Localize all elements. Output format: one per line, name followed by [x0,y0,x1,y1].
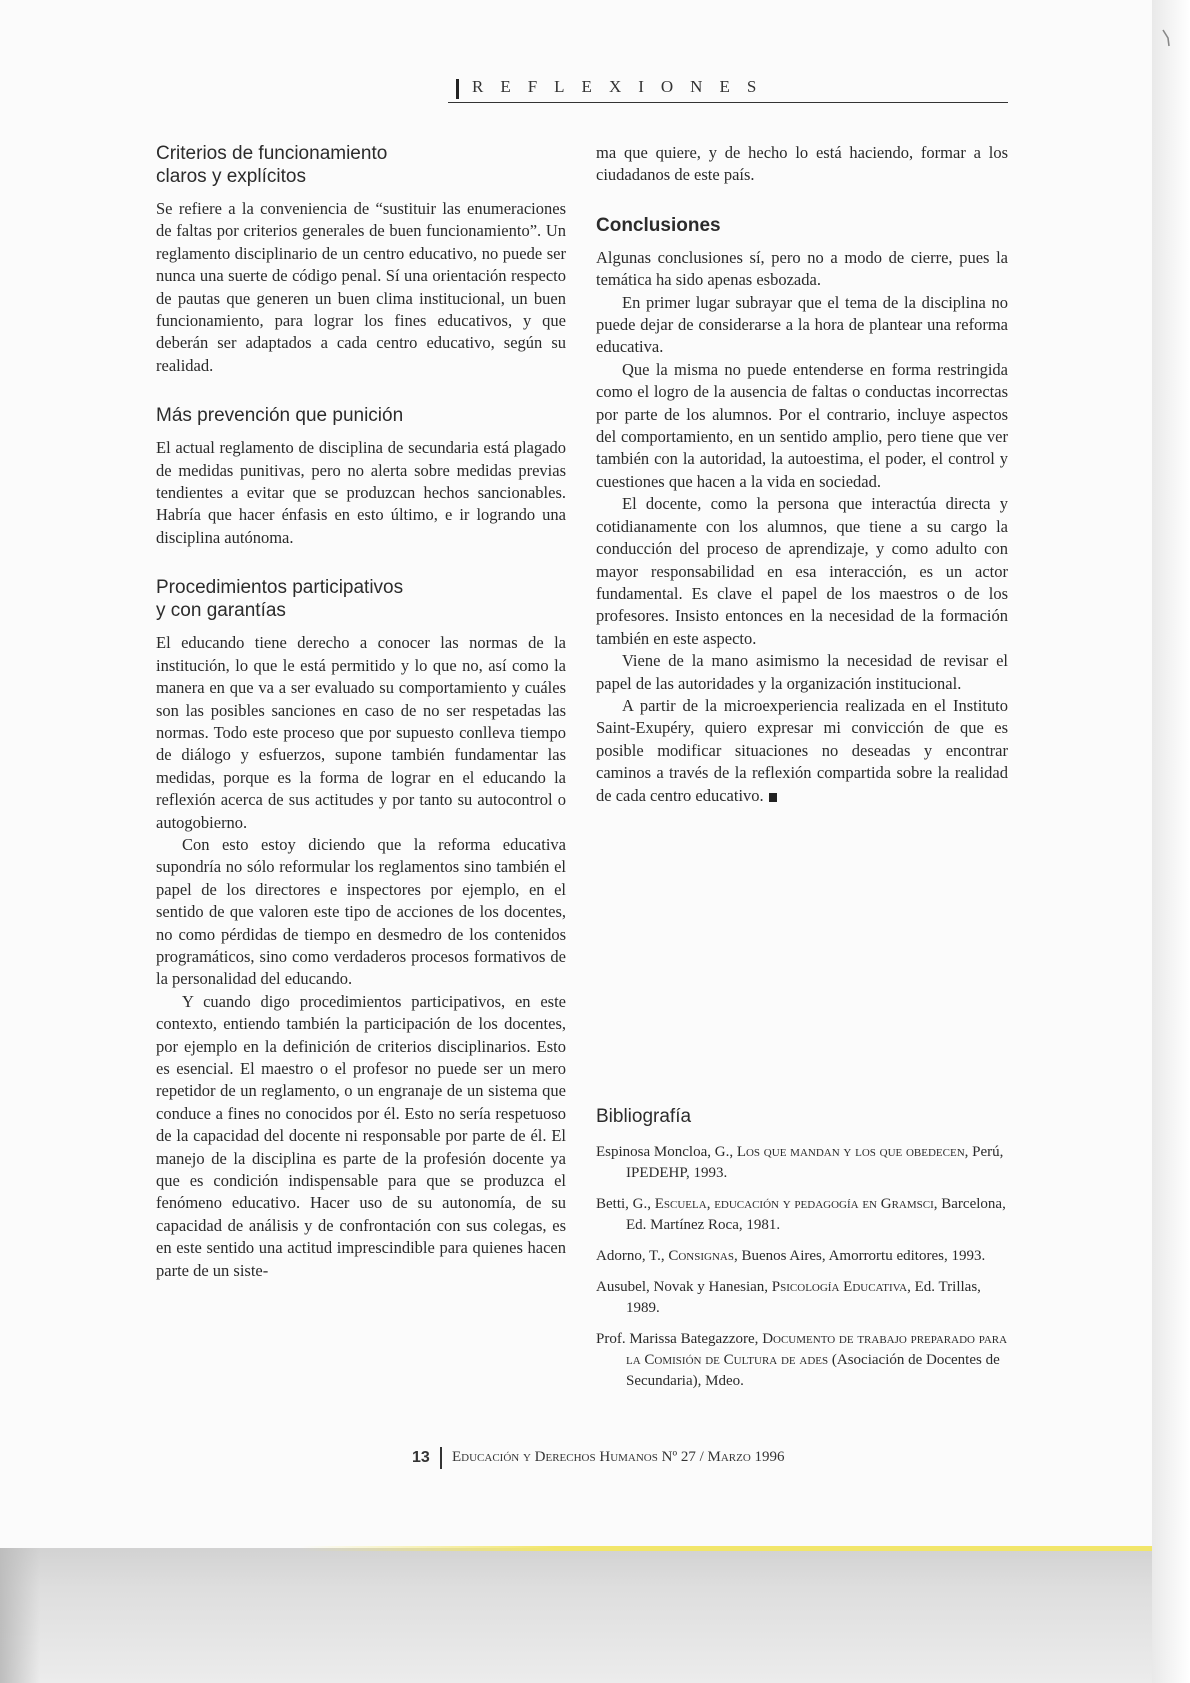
paragraph-procedimientos-2: Con esto estoy diciendo que la reforma educativa supondría no sólo reformular los reglamentos sino también el papel de los directores e inspectores por ejemplo, en el sentido de que valoren este tipo de acciones de los docentes, no como pérdidas de tiempo en desmedro de los contenidos programáticos, sino como verdaderos procesos formativos de la personalidad del educando. [156,834,566,989]
bib-title: Psicología Educativa [771,1279,908,1295]
paragraph-conclusiones-5: Viene de la mano asimismo la necesidad de revisar el papel de las autoridades y la organización institucional. [596,651,1008,693]
page-footer [412,1447,832,1471]
bib-title: Documento de trabajo preparado para la Comisión de Cultura de ades [626,1331,1008,1368]
footer-separator [440,1447,442,1469]
heading-procedimientos-line1: Procedimientos participativos [156,577,404,599]
paragraph-conclusiones-2: En primer lugar subrayar que el tema de la disciplina no puede dejar de considerarse a la hora de plantear una reforma educativa. [596,292,1008,357]
bibliography-entry [596,1277,1008,1319]
bibliography-entry [596,1194,1008,1236]
bib-author: Adorno, T., [596,1248,669,1264]
bib-title: Los que mandan y los que obedecen [736,1144,965,1160]
bib-author: Prof. Marissa Bategazzore, [596,1331,763,1347]
bib-details: , Perú, IPEDEHP, 1993. [626,1144,1004,1181]
header-bar [456,79,459,99]
publication-title: Educación y Derechos Humanos Nº 27 / Marzo 1996 [452,1449,785,1465]
bib-author: Espinosa Moncloa, G., [596,1144,737,1160]
bib-details: , Ed. Trillas, 1989. [626,1279,981,1316]
bib-title: Escuela, educación y pedagogía en Gramsci [654,1196,934,1212]
heading-procedimientos [156,576,566,622]
bibliography-entry [596,1246,1008,1267]
bibliography [596,1105,1008,1402]
heading-prevencion: Más prevención que punición [156,405,404,427]
bib-details: , Buenos Aires, Amorrortu editores, 1993. [733,1248,986,1264]
right-column [596,142,1008,807]
scan-corner-shadow [0,1548,40,1683]
heading-criterios-line2: claros y explícitos [156,166,306,187]
left-column [156,142,566,1282]
paragraph-conclusiones-4: El docente, como la persona que interactúa directa y cotidianamente con los alumnos, que tiene a su cargo la conducción del proceso de aprendizaje, y como adulto con mayor responsabilidad en esa interacción, es un actor fundamental. Es clave el papel de los maestros o de los profesores. Insisto entonces en la necesidad de la formación también en este aspecto. [596,494,1008,648]
bibliography-entry [596,1329,1008,1392]
paragraph-procedimientos-1: El educando tiene derecho a conocer las normas de la institución, lo que le está permitido y lo que no, así como la manera en que va a ser evaluado su comportamiento y cuáles son las posibles sanciones en caso de no ser respetadas las normas. Todo este proceso que por supuesto conlleva tiempo de diálogo y esfuerzos, supone también fundamentar las medidas, porque es la forma de lograr en el educando la reflexión acerca de sus actitudes y por tanto su autocontrol o autogobierno. [156,633,566,832]
paragraph-conclusiones-3: Que la misma no puede entenderse en forma restringida como el logro de la ausencia de faltas o conductas incorrectas por parte de los alumnos. Por el contrario, incluye aspectos del comportamiento, en un sentido amplio, pero tiene que ver también con la autoridad, la autoestima, el poder, el control y cuestiones que hacen a la vida en sociedad. [596,359,1008,491]
scan-right-margin [1152,0,1190,1683]
heading-conclusiones: Conclusiones [596,214,721,236]
scan-speck [1160,28,1174,50]
heading-criterios [156,142,566,188]
paragraph-conclusiones-1: Algunas conclusiones sí, pero no a modo de cierre, pues la temática ha sido apenas esbozada. [596,247,1008,290]
page-number: 13 [412,1449,430,1466]
conclusiones-6-text: A partir de la microexperiencia realizada en el Instituto Saint-Exupéry, quiero expresar mi convicción de que es posible modificar situaciones no deseadas y encontrar caminos a través de la reflexión compartida sobre la realidad de cada centro educativo. [596,695,1008,805]
section-label: REFLEXIONES [472,77,774,96]
bib-author: Betti, G., [596,1196,655,1212]
bib-details: (Asociación de Docentes de Secundaria), Mdeo. [626,1352,1000,1389]
bib-author: Ausubel, Novak y Hanesian, [596,1279,772,1295]
scan-bottom-margin [0,1548,1152,1683]
heading-procedimientos-line2: y con garantías [156,600,286,622]
paragraph-procedimientos-3: Y cuando digo procedimientos participativos, en este contexto, entiendo también la participación de los docentes, por ejemplo en la definición de criterios disciplinarios. Esto es esencial. El maestro o el profesor no puede ser un mero repetidor de un reglamento, o un engranaje de un sistema que conduce a fines no conocidos por él. Esto no sería respetuoso de la capacidad del docente ni responsable por parte de él. El manejo de la disciplina es parte de la profesión docente ya que es condición indispensable para que se produzca el fenómeno educativo. Hacer uso de su autonomía, de su capacidad de análisis y de confrontación con sus colegas, es en este sentido una actitud imprescindible para quienes hacen parte de un siste- [156,991,566,1280]
paragraph-prevencion: El actual reglamento de disciplina de secundaria está plagado de medidas punitivas, pero no alerta sobre medidas previas tendientes a evitar que se produzcan hechos sancionables. Habría que hacer énfasis en esto último, e ir logrando una disciplina autónoma. [156,438,566,547]
bibliography-entry [596,1142,1008,1184]
paragraph-continuation: ma que quiere, y de hecho lo está haciendo, formar a los ciudadanos de este país. [596,143,1008,185]
bib-title: Consignas [668,1248,734,1264]
paragraph-conclusiones-6 [596,695,1008,807]
bib-details: , Barcelona, Ed. Martínez Roca, 1981. [626,1196,1006,1233]
scan-yellow-edge [300,1546,1152,1551]
heading-bibliografia: Bibliografía [596,1106,692,1127]
heading-criterios-line1: Criterios de funcionamiento [156,143,388,164]
paragraph-criterios: Se refiere a la conveniencia de “sustituir las enumeraciones de faltas por criterios generales de buen funcionamiento”. Un reglamento disciplinario de un centro educativo, no puede ser nunca una suerte de código penal. Sí una orientación respecto de pautas que generen un buen clima institucional, un buen funcionamiento, para lograr los fines educativos, y que deberán ser adaptados a cada centro educativo, según su realidad. [156,199,566,375]
end-of-article-mark [769,793,777,802]
section-header [448,76,1008,103]
